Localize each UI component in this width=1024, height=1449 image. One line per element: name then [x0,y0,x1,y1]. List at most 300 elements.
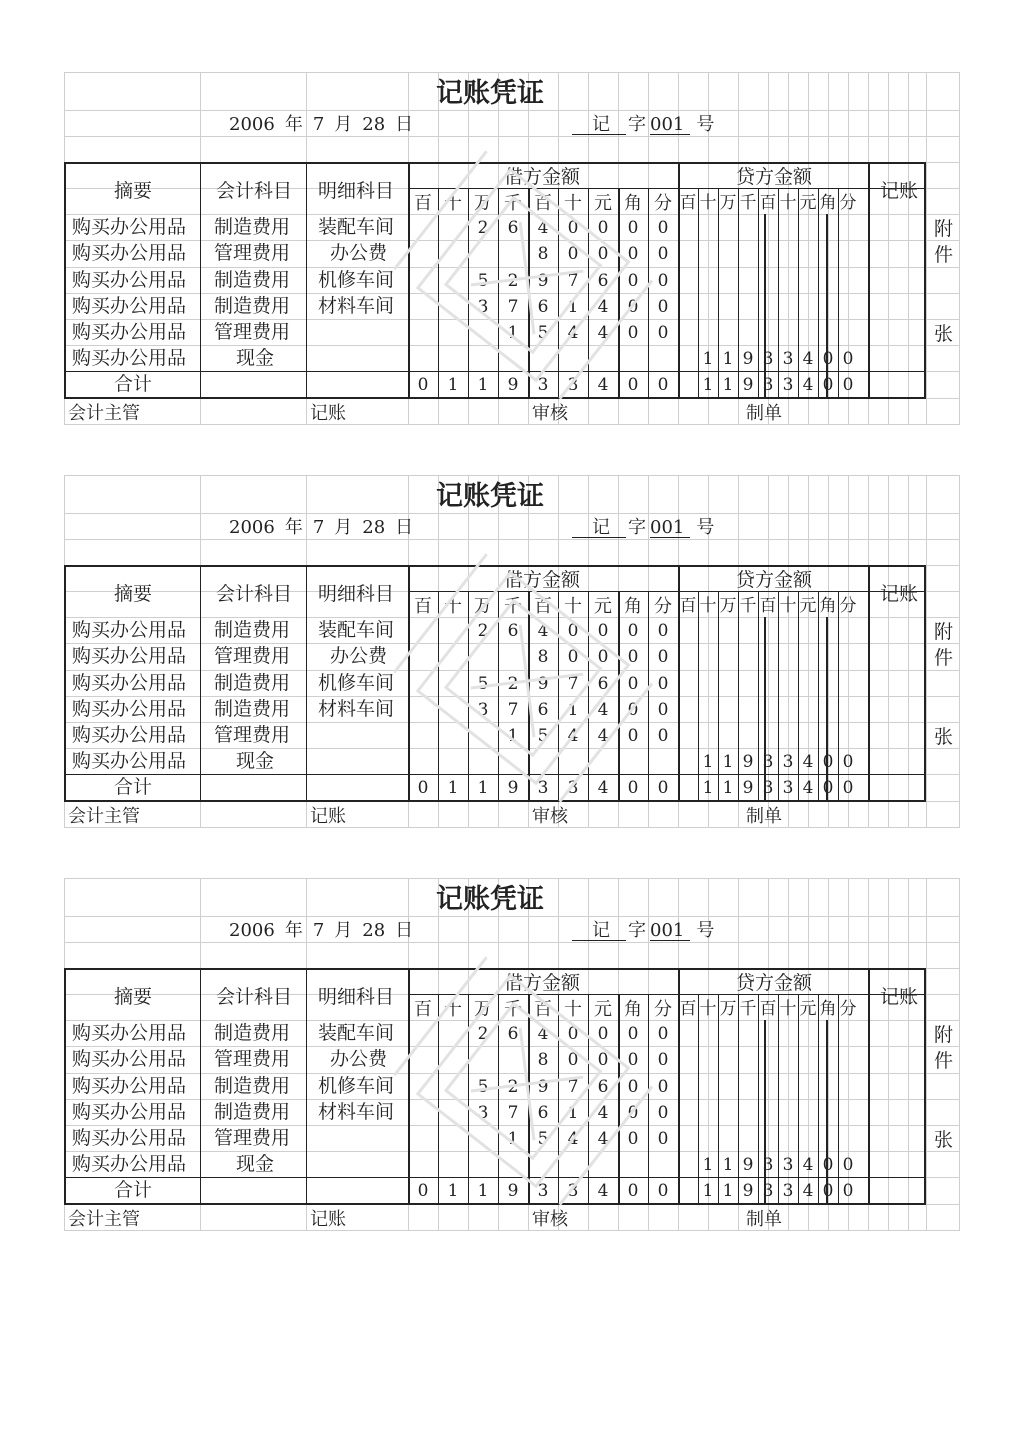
date-year-label: 年 [284,920,303,941]
sig-prepared: 制单 [746,403,782,424]
total-credit-digit: 0 [822,1181,834,1201]
debit-digit: 6 [597,271,609,291]
debit-digit: 4 [567,1129,579,1149]
debit-unit: 万 [474,193,492,214]
debit-digit: 7 [567,674,579,694]
table-border [868,565,870,802]
total-credit-digit: 0 [842,778,854,798]
debit-digit: 0 [627,726,639,746]
debit-unit: 分 [654,999,672,1020]
header-debit: 借方金额 [504,166,581,188]
credit-digit: 1 [722,752,734,772]
grid-line [64,1230,960,1231]
row-summary: 购买办公用品 [72,295,187,317]
debit-digit: 2 [477,1024,489,1044]
debit-unit: 角 [624,999,642,1020]
debit-unit: 角 [624,596,642,617]
total-credit-digit: 0 [842,1181,854,1201]
voucher-number [572,116,714,135]
date-day-label: 日 [395,920,414,941]
table-border [64,774,926,775]
date-month-label: 月 [334,517,353,538]
credit-unit: 十 [779,596,797,616]
debit-unit: 百 [414,193,432,214]
row-detail: 材料车间 [318,295,395,317]
debit-digit: 6 [537,700,549,720]
date-day: 28 [362,114,386,135]
debit-unit: 百 [534,193,552,214]
column-line [438,188,439,398]
column-line [438,994,439,1204]
debit-digit: 0 [627,1129,639,1149]
grid-line [64,827,960,828]
total-debit-digit: 0 [417,375,429,395]
debit-digit: 0 [657,323,669,343]
total-label: 合计 [114,776,153,798]
debit-unit: 万 [474,596,492,617]
total-debit-digit: 0 [657,1181,669,1201]
date-month: 7 [312,114,325,135]
voucher-hao: 号 [696,920,715,941]
debit-digit: 9 [537,271,549,291]
credit-digit: 0 [822,349,834,369]
row-summary: 购买办公用品 [72,321,187,343]
debit-digit: 0 [627,621,639,641]
column-line [438,591,439,801]
debit-digit: 1 [507,1129,519,1149]
table-border [64,565,926,567]
debit-digit: 6 [507,621,519,641]
sig-bookkeeping: 记账 [310,1209,346,1230]
grid-line [64,878,960,879]
total-credit-digit: 1 [722,1181,734,1201]
date-month-label: 月 [334,114,353,135]
sig-bookkeeping: 记账 [310,403,346,424]
debit-unit: 百 [414,596,432,617]
sig-supervisor: 会计主管 [68,403,140,424]
column-line [200,565,201,802]
voucher-hao: 号 [696,114,715,135]
debit-unit: 千 [504,193,522,214]
debit-digit: 0 [657,726,669,746]
debit-digit: 4 [597,323,609,343]
row-detail: 装配车间 [318,216,395,238]
credit-unit: 元 [799,193,817,213]
debit-digit: 4 [597,726,609,746]
date-year: 2006 [229,114,275,135]
credit-unit: 百 [759,193,777,213]
grid-line [926,475,927,827]
grid-line [959,72,960,424]
debit-digit: 7 [507,700,519,720]
debit-digit: 0 [657,647,669,667]
debit-digit: 0 [567,218,579,238]
voucher [64,72,960,428]
total-debit-digit: 3 [567,778,579,798]
header-credit: 贷方金额 [736,569,813,591]
debit-digit: 5 [537,323,549,343]
header-detail: 明细科目 [318,986,395,1008]
debit-digit: 4 [537,621,549,641]
row-account: 管理费用 [214,645,291,667]
debit-digit: 0 [627,1050,639,1070]
debit-unit: 角 [624,193,642,214]
voucher-title: 记账凭证 [436,481,544,512]
credit-digit: 4 [802,1155,814,1175]
total-debit-digit: 3 [567,1181,579,1201]
credit-unit: 万 [719,193,737,213]
total-debit-digit: 4 [597,778,609,798]
debit-digit: 6 [597,674,609,694]
row-account: 现金 [236,750,275,772]
date-day: 28 [362,920,386,941]
sig-review: 审核 [532,403,568,424]
debit-digit: 0 [657,271,669,291]
voucher-date [229,922,413,940]
total-credit-digit: 3 [762,778,774,798]
total-credit-digit: 1 [702,1181,714,1201]
debit-digit: 7 [567,1077,579,1097]
row-account: 管理费用 [214,1127,291,1149]
total-credit-digit: 3 [782,778,794,798]
header-credit: 贷方金额 [736,166,813,188]
debit-unit: 千 [504,596,522,617]
side-zhang: 张 [934,726,954,748]
debit-digit: 2 [507,674,519,694]
debit-digit: 4 [537,1024,549,1044]
credit-digit: 4 [802,349,814,369]
total-credit-digit: 9 [742,1181,754,1201]
voucher-type: 记 [572,519,626,538]
table-border [64,371,926,372]
debit-digit: 0 [627,647,639,667]
row-detail: 材料车间 [318,1101,395,1123]
row-account: 管理费用 [214,242,291,264]
debit-digit: 6 [507,1024,519,1044]
credit-digit: 0 [842,349,854,369]
total-debit-digit: 4 [597,1181,609,1201]
total-credit-digit: 3 [782,1181,794,1201]
debit-unit: 十 [444,999,462,1020]
total-debit-digit: 3 [537,778,549,798]
debit-digit: 0 [597,218,609,238]
row-account: 现金 [236,1153,275,1175]
total-debit-digit: 9 [507,778,519,798]
debit-digit: 0 [657,244,669,264]
grid-line [64,72,960,73]
debit-digit: 0 [597,1050,609,1070]
column-line [306,968,307,1205]
total-debit-digit: 9 [507,1181,519,1201]
table-border [64,1177,926,1178]
debit-digit: 0 [657,297,669,317]
total-debit-digit: 1 [477,778,489,798]
row-detail: 办公费 [330,1048,388,1070]
debit-digit: 1 [507,323,519,343]
table-border [64,162,66,399]
debit-unit: 分 [654,193,672,214]
debit-digit: 0 [627,218,639,238]
table-border [64,968,66,1205]
voucher-date [229,519,413,537]
total-debit-digit: 0 [417,778,429,798]
debit-digit: 0 [567,244,579,264]
date-year-label: 年 [284,114,303,135]
row-summary: 购买办公用品 [72,750,187,772]
header-detail: 明细科目 [318,583,395,605]
total-debit-digit: 0 [657,778,669,798]
debit-unit: 元 [594,999,612,1020]
header-detail: 明细科目 [318,180,395,202]
table-border [408,994,926,995]
grid-line [959,878,960,1230]
row-detail: 机修车间 [318,269,395,291]
debit-digit: 2 [477,218,489,238]
credit-digit: 1 [702,1155,714,1175]
debit-digit: 0 [627,297,639,317]
debit-digit: 5 [477,674,489,694]
total-credit-digit: 9 [742,778,754,798]
credit-unit: 元 [799,596,817,616]
row-summary: 购买办公用品 [72,619,187,641]
side-jian: 件 [934,647,954,669]
row-summary: 购买办公用品 [72,347,187,369]
voucher-no: 001 [650,116,690,135]
row-detail: 材料车间 [318,698,395,720]
voucher-hao: 号 [696,517,715,538]
header-account: 会计科目 [216,180,293,202]
grid-line [926,72,927,424]
column-line [200,162,201,399]
table-border [868,162,870,399]
thousand-separator [826,214,828,398]
row-account: 制造费用 [214,672,291,694]
credit-unit: 分 [839,999,857,1019]
date-month: 7 [312,517,325,538]
date-day-label: 日 [395,114,414,135]
table-border [64,968,926,970]
row-account: 管理费用 [214,321,291,343]
credit-unit: 千 [739,193,757,213]
debit-digit: 0 [657,1077,669,1097]
table-border [64,162,926,164]
debit-digit: 0 [657,1024,669,1044]
header-account: 会计科目 [216,583,293,605]
debit-digit: 0 [627,323,639,343]
debit-digit: 0 [657,218,669,238]
row-detail: 装配车间 [318,1022,395,1044]
credit-digit: 0 [842,1155,854,1175]
total-credit-digit: 0 [822,778,834,798]
debit-digit: 0 [657,1129,669,1149]
debit-digit: 4 [597,297,609,317]
debit-digit: 0 [567,1050,579,1070]
total-credit-digit: 9 [742,375,754,395]
credit-unit: 千 [739,596,757,616]
debit-unit: 十 [564,999,582,1020]
debit-digit: 3 [477,297,489,317]
side-fu: 附 [934,218,954,240]
credit-unit: 分 [839,596,857,616]
total-debit-digit: 1 [477,1181,489,1201]
debit-unit: 万 [474,999,492,1020]
debit-digit: 8 [537,647,549,667]
debit-digit: 0 [657,1050,669,1070]
credit-unit: 百 [759,999,777,1019]
header-account: 会计科目 [216,986,293,1008]
credit-digit: 3 [782,1155,794,1175]
header-summary: 摘要 [114,180,153,202]
credit-digit: 3 [782,752,794,772]
credit-digit: 0 [822,752,834,772]
row-summary: 购买办公用品 [72,216,187,238]
debit-digit: 1 [567,1103,579,1123]
debit-digit: 0 [627,244,639,264]
grid-line [64,539,960,540]
debit-digit: 0 [657,700,669,720]
total-credit-digit: 0 [842,375,854,395]
voucher [64,878,960,1234]
row-account: 制造费用 [214,619,291,641]
debit-unit: 元 [594,193,612,214]
row-summary: 购买办公用品 [72,1048,187,1070]
debit-digit: 4 [537,218,549,238]
debit-digit: 1 [507,726,519,746]
row-account: 管理费用 [214,1048,291,1070]
debit-digit: 2 [507,271,519,291]
credit-digit: 9 [742,1155,754,1175]
debit-unit: 十 [444,193,462,214]
credit-digit: 4 [802,752,814,772]
row-detail: 机修车间 [318,1075,395,1097]
credit-digit: 3 [782,349,794,369]
total-debit-digit: 1 [477,375,489,395]
debit-digit: 7 [507,1103,519,1123]
sig-prepared: 制单 [746,806,782,827]
debit-digit: 2 [507,1077,519,1097]
credit-unit: 元 [799,999,817,1019]
thousand-separator [764,214,766,398]
row-summary: 购买办公用品 [72,1022,187,1044]
credit-unit: 千 [739,999,757,1019]
debit-digit: 6 [597,1077,609,1097]
row-account: 制造费用 [214,1075,291,1097]
debit-digit: 0 [657,674,669,694]
date-year-label: 年 [284,517,303,538]
voucher-no: 001 [650,922,690,941]
debit-digit: 4 [597,1103,609,1123]
total-credit-digit: 1 [702,375,714,395]
voucher-type: 记 [572,922,626,941]
grid-line [64,110,960,111]
voucher-zi: 字 [628,114,646,135]
voucher-title: 记账凭证 [436,78,544,109]
total-debit-digit: 0 [657,375,669,395]
total-debit-digit: 3 [537,375,549,395]
total-debit-digit: 1 [447,1181,459,1201]
sig-prepared: 制单 [746,1209,782,1230]
debit-digit: 0 [597,621,609,641]
debit-unit: 元 [594,596,612,617]
date-year: 2006 [229,920,275,941]
voucher-number [572,519,714,538]
debit-digit: 6 [507,218,519,238]
date-month-label: 月 [334,920,353,941]
debit-digit: 3 [477,700,489,720]
debit-unit: 分 [654,596,672,617]
debit-digit: 4 [597,1129,609,1149]
debit-unit: 百 [534,999,552,1020]
row-account: 制造费用 [214,1101,291,1123]
date-day: 28 [362,517,386,538]
total-debit-digit: 0 [627,778,639,798]
side-zhang: 张 [934,1129,954,1151]
debit-digit: 6 [537,297,549,317]
header-debit: 借方金额 [504,972,581,994]
debit-digit: 0 [567,647,579,667]
credit-digit: 3 [762,752,774,772]
total-debit-digit: 1 [447,375,459,395]
debit-digit: 0 [627,1024,639,1044]
debit-digit: 4 [567,726,579,746]
credit-unit: 十 [699,596,717,616]
debit-digit: 0 [627,674,639,694]
debit-unit: 十 [444,596,462,617]
debit-digit: 0 [597,647,609,667]
total-debit-digit: 3 [567,375,579,395]
voucher-type: 记 [572,116,626,135]
credit-unit: 分 [839,193,857,213]
debit-digit: 8 [537,244,549,264]
total-debit-digit: 0 [417,1181,429,1201]
credit-unit: 角 [819,193,837,213]
debit-digit: 3 [477,1103,489,1123]
voucher-zi: 字 [628,517,646,538]
debit-digit: 0 [597,1024,609,1044]
credit-digit: 1 [702,349,714,369]
credit-unit: 万 [719,999,737,1019]
credit-unit: 百 [679,596,697,616]
total-credit-digit: 1 [722,778,734,798]
row-account: 制造费用 [214,295,291,317]
total-debit-digit: 4 [597,375,609,395]
debit-unit: 百 [414,999,432,1020]
side-jian: 件 [934,244,954,266]
credit-digit: 1 [702,752,714,772]
credit-digit: 3 [762,1155,774,1175]
credit-unit: 百 [679,999,697,1019]
thousand-separator [764,1020,766,1204]
voucher-number [572,922,714,941]
debit-unit: 百 [534,596,552,617]
row-account: 制造费用 [214,269,291,291]
voucher-date [229,116,413,134]
total-label: 合计 [114,1179,153,1201]
sig-bookkeeping: 记账 [310,806,346,827]
row-summary: 购买办公用品 [72,1127,187,1149]
header-posted: 记账 [880,583,919,605]
table-border [924,162,926,399]
side-jian: 件 [934,1050,954,1072]
date-year: 2006 [229,517,275,538]
debit-digit: 9 [537,674,549,694]
thousand-separator [826,617,828,801]
row-summary: 购买办公用品 [72,1153,187,1175]
total-label: 合计 [114,373,153,395]
row-summary: 购买办公用品 [72,645,187,667]
debit-unit: 十 [564,193,582,214]
credit-digit: 0 [822,1155,834,1175]
